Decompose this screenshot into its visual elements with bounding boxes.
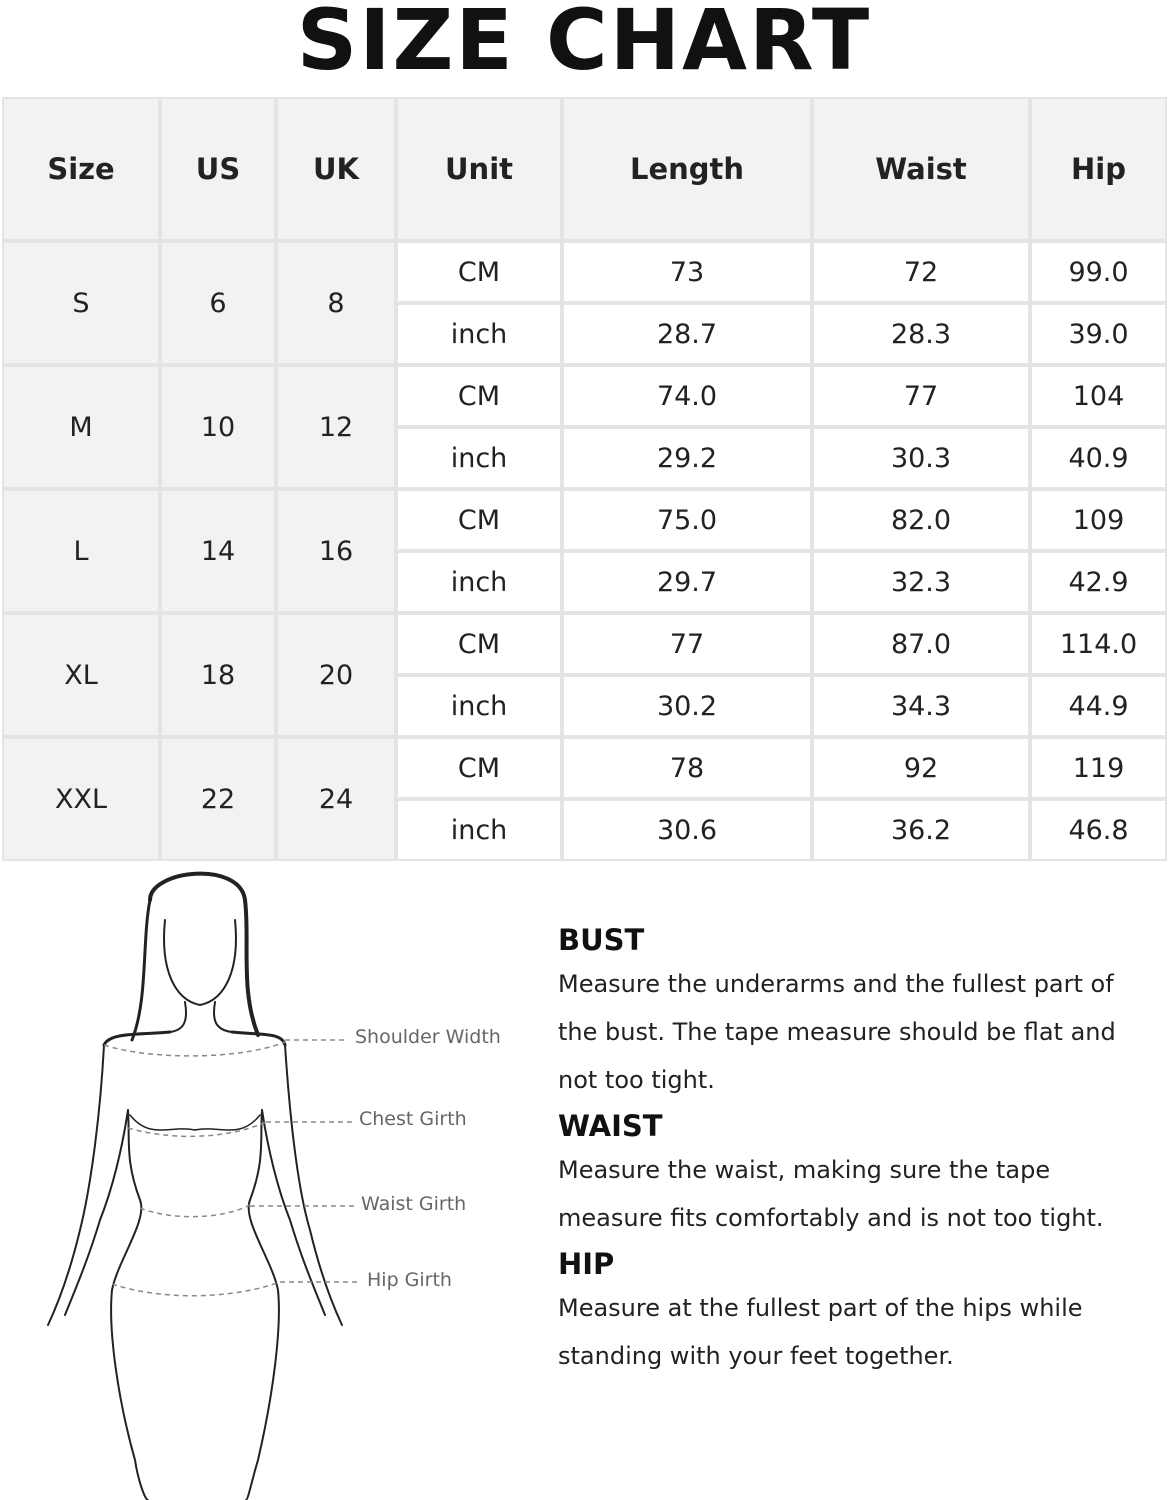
unit-cell: CM xyxy=(396,365,562,427)
table-row xyxy=(2,737,1167,799)
table-row xyxy=(2,489,1167,551)
length-cell: 30.2 xyxy=(562,675,812,737)
length-cell: 74.0 xyxy=(562,365,812,427)
guide-heading-waist: WAIST xyxy=(558,1109,663,1143)
waist-cell: 36.2 xyxy=(812,799,1030,861)
table-row xyxy=(2,365,1167,427)
us-size-cell: 6 xyxy=(160,241,276,365)
uk-size-cell: 8 xyxy=(276,241,396,365)
waist-cell: 87.0 xyxy=(812,613,1030,675)
column-header: US xyxy=(160,97,276,241)
unit-cell: CM xyxy=(396,489,562,551)
length-cell: 73 xyxy=(562,241,812,303)
us-size-cell: 22 xyxy=(160,737,276,861)
guide-text-waist: Measure the waist, making sure the tape measure fits comfortably and is not too tight. xyxy=(558,1156,1104,1232)
measurement-guide xyxy=(558,920,1138,1382)
waist-cell: 28.3 xyxy=(812,303,1030,365)
waist-cell: 32.3 xyxy=(812,551,1030,613)
column-header: Hip xyxy=(1030,97,1167,241)
hip-girth-label: Hip Girth xyxy=(367,1269,452,1291)
length-cell: 30.6 xyxy=(562,799,812,861)
unit-cell: CM xyxy=(396,737,562,799)
waist-cell: 82.0 xyxy=(812,489,1030,551)
length-cell: 78 xyxy=(562,737,812,799)
unit-cell: inch xyxy=(396,675,562,737)
hip-cell: 99.0 xyxy=(1030,241,1167,303)
page-title: SIZE CHART xyxy=(296,0,872,89)
hip-cell: 40.9 xyxy=(1030,427,1167,489)
us-size-cell: 10 xyxy=(160,365,276,489)
column-header: UK xyxy=(276,97,396,241)
length-cell: 29.7 xyxy=(562,551,812,613)
uk-size-cell: 12 xyxy=(276,365,396,489)
column-header: Waist xyxy=(812,97,1030,241)
size-cell: L xyxy=(2,489,160,613)
size-cell: XXL xyxy=(2,737,160,861)
length-cell: 77 xyxy=(562,613,812,675)
length-cell: 29.2 xyxy=(562,427,812,489)
unit-cell: CM xyxy=(396,241,562,303)
guide-text-hip: Measure at the fullest part of the hips while standing with your feet together. xyxy=(558,1294,1083,1370)
chest-girth-label: Chest Girth xyxy=(359,1108,467,1130)
guide-heading-bust: BUST xyxy=(558,923,645,957)
hip-cell: 109 xyxy=(1030,489,1167,551)
waist-girth-label: Waist Girth xyxy=(361,1193,467,1215)
unit-cell: inch xyxy=(396,799,562,861)
unit-cell: CM xyxy=(396,613,562,675)
unit-cell: inch xyxy=(396,551,562,613)
length-cell: 28.7 xyxy=(562,303,812,365)
size-cell: XL xyxy=(2,613,160,737)
column-header: Size xyxy=(2,97,160,241)
shoulder-width-label: Shoulder Width xyxy=(355,1026,501,1048)
hip-cell: 39.0 xyxy=(1030,303,1167,365)
uk-size-cell: 16 xyxy=(276,489,396,613)
body-measurement-figure xyxy=(0,860,540,1500)
size-cell: S xyxy=(2,241,160,365)
body-silhouette-icon xyxy=(0,860,540,1500)
uk-size-cell: 20 xyxy=(276,613,396,737)
waist-cell: 72 xyxy=(812,241,1030,303)
column-header: Length xyxy=(562,97,812,241)
table-header-row xyxy=(2,97,1167,241)
waist-cell: 77 xyxy=(812,365,1030,427)
length-cell: 75.0 xyxy=(562,489,812,551)
table-row xyxy=(2,241,1167,303)
guide-text-bust: Measure the underarms and the fullest part of the bust. The tape measure should be flat and not too tight. xyxy=(558,970,1116,1094)
hip-cell: 44.9 xyxy=(1030,675,1167,737)
waist-cell: 34.3 xyxy=(812,675,1030,737)
unit-cell: inch xyxy=(396,427,562,489)
table-body xyxy=(2,241,1167,861)
us-size-cell: 18 xyxy=(160,613,276,737)
uk-size-cell: 24 xyxy=(276,737,396,861)
column-header: Unit xyxy=(396,97,562,241)
size-cell: M xyxy=(2,365,160,489)
hip-cell: 42.9 xyxy=(1030,551,1167,613)
table-row xyxy=(2,613,1167,675)
hip-cell: 104 xyxy=(1030,365,1167,427)
waist-cell: 30.3 xyxy=(812,427,1030,489)
guide-heading-hip: HIP xyxy=(558,1247,615,1281)
hip-cell: 119 xyxy=(1030,737,1167,799)
size-chart-table xyxy=(2,97,1167,861)
unit-cell: inch xyxy=(396,303,562,365)
us-size-cell: 14 xyxy=(160,489,276,613)
hip-cell: 46.8 xyxy=(1030,799,1167,861)
hip-cell: 114.0 xyxy=(1030,613,1167,675)
waist-cell: 92 xyxy=(812,737,1030,799)
